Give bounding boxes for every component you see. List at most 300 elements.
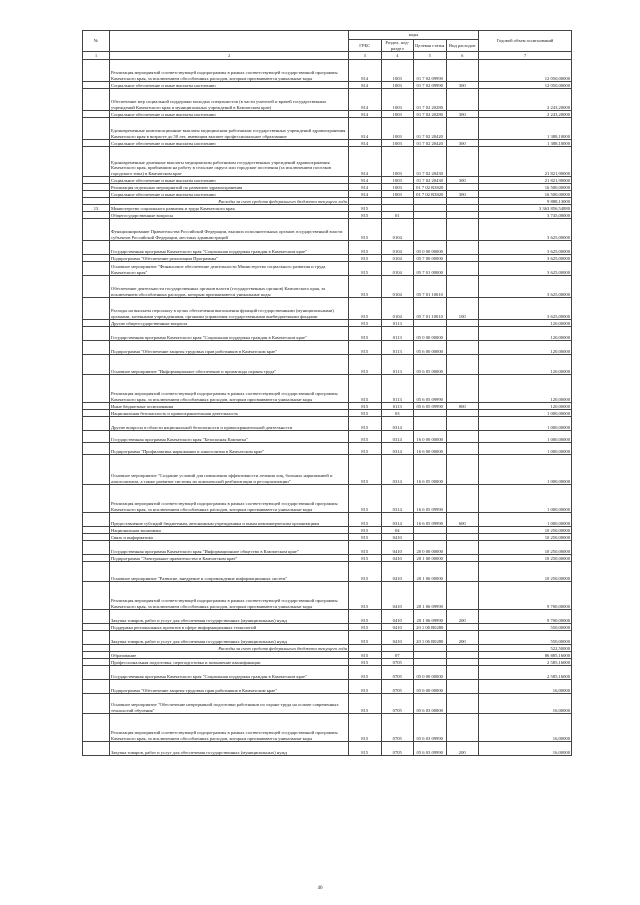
cell-grbs: 815: [349, 555, 382, 562]
cell-vr: [446, 118, 479, 140]
cell-vr: [446, 562, 479, 582]
cell-cs: 05 6 05 09990: [414, 375, 447, 403]
table-row: [83, 403, 572, 410]
table-row: [83, 276, 572, 298]
cell-cs: 20 1 06 R0280: [414, 631, 447, 645]
cell-no: [83, 241, 110, 255]
cell-vr: 200: [446, 610, 479, 624]
header-row-1: [83, 31, 572, 40]
cell-no: [83, 742, 110, 756]
cell-sum: 9 700,00000: [479, 582, 572, 610]
table-row: [83, 631, 572, 645]
table-row: [83, 410, 572, 417]
cell-rz: 0113: [381, 320, 414, 327]
cell-rz: 0705: [381, 680, 414, 694]
cell-no: [83, 410, 110, 417]
cell-grbs: 814: [349, 60, 382, 82]
cell-vr: [446, 694, 479, 714]
cell-rz: 0410: [381, 631, 414, 645]
cell-grbs: 815: [349, 262, 382, 276]
cell-cs: 16 6 05 00000: [414, 455, 447, 485]
cell-rz: 01: [381, 212, 414, 219]
cell-grbs: 815: [349, 485, 382, 513]
cell-cs: 01 7 02 20420: [414, 118, 447, 140]
cell-name: Предоставление субсидий бюджетным, автономным учреждениям и иным некоммерческим организациям: [110, 513, 349, 527]
cell-vr: [446, 355, 479, 375]
cell-name: Профессиональная подготовка, переподготовка и повышение квалификации: [110, 659, 349, 666]
cell-name: Поддержка региональных проектов в сфере информационных технологий: [110, 624, 349, 631]
cell-vr: [446, 417, 479, 431]
cell-no: [83, 341, 110, 355]
cell-rz: 0104: [381, 241, 414, 255]
cell-name: Реализация мероприятий соответствующей подпрограммы в рамках соответствующей государственной программы Камчатского края, за исключением обособленных расходов, которым присваиваются уникальные коды: [110, 485, 349, 513]
cell-no: [83, 355, 110, 375]
cell-no: [83, 60, 110, 82]
cell-grbs: 814: [349, 89, 382, 111]
cell-rz: 07: [381, 652, 414, 659]
table-row: [83, 431, 572, 443]
cell-rz: 0705: [381, 694, 414, 714]
cell-rz: 1003: [381, 111, 414, 118]
cell-name: Государственная программа Камчатского края "Безопасная Камчатка": [110, 431, 349, 443]
cell-vr: [446, 431, 479, 443]
cell-name: Реализация мероприятий соответствующей подпрограммы в рамках соответствующей государственной программы Камчатского края, за исключением обособленных расходов, которым присваиваются уникальные коды: [110, 60, 349, 82]
cell-rz: 0104: [381, 262, 414, 276]
cell-sum: 10 250,00000: [479, 541, 572, 555]
cell-no: [83, 147, 110, 177]
cell-no: [83, 417, 110, 431]
cell-sum: 10 250,00000: [479, 534, 572, 541]
cell-sum: 120,00000: [479, 355, 572, 375]
cell-rz: 0314: [381, 513, 414, 527]
cell-cs: 01 7 02 R3820: [414, 191, 447, 198]
cell-rz: 0314: [381, 485, 414, 513]
cell-vr: [446, 60, 479, 82]
cell-no: [83, 513, 110, 527]
table-row: [83, 534, 572, 541]
cell-cs: 20 1 00 00000: [414, 555, 447, 562]
cell-no: [83, 89, 110, 111]
cell-cs: 20 1 06 00000: [414, 562, 447, 582]
cell-no: [83, 527, 110, 534]
table-row: [83, 652, 572, 659]
cell-grbs: 815: [349, 541, 382, 555]
table-row: [83, 375, 572, 403]
cell-rz: 1003: [381, 118, 414, 140]
cell-name: Расходы на выплаты персоналу в целях обеспечения выполнения функций государственными (муниципальными) органами, казенными учреждениями, органами управления государственными внебюджетными фондами: [110, 298, 349, 320]
cell-rz: 0410: [381, 534, 414, 541]
header-name: [110, 31, 349, 52]
cell-vr: [446, 582, 479, 610]
cell-name: Реализация мероприятий соответствующей подпрограммы в рамках соответствующей государственной программы Камчатского края, за исключением обособленных расходов, которым присваиваются уникальные коды: [110, 714, 349, 742]
index-cell: 7: [479, 52, 572, 60]
cell-sum: 1 388,10000: [479, 140, 572, 147]
cell-cs: 16 0 00 00000: [414, 431, 447, 443]
cell-cs: [414, 659, 447, 666]
cell-no: [83, 262, 110, 276]
cell-vr: 300: [446, 111, 479, 118]
cell-cs: 05 6 05 00000: [414, 355, 447, 375]
cell-name: Реализация мероприятий соответствующей подпрограммы в рамках соответствующей государственной программы Камчатского края, за исключением обособленных расходов, которым присваиваются уникальные коды: [110, 375, 349, 403]
cell-name: Подпрограмма "Профилактика наркомании и алкоголизма в Камчатском крае": [110, 443, 349, 455]
cell-vr: [446, 652, 479, 659]
table-row: [83, 219, 572, 241]
cell-no: [83, 562, 110, 582]
cell-sum: 21 821,90000: [479, 147, 572, 177]
cell-grbs: 815: [349, 241, 382, 255]
cell-cs: 16 6 05 09990: [414, 485, 447, 513]
cell-rz: 0410: [381, 582, 414, 610]
cell-vr: [446, 198, 479, 205]
table-row: [83, 562, 572, 582]
cell-sum: 10 250,00000: [479, 555, 572, 562]
cell-name: Единовременные денежные выплаты медицинским работникам государственных учреждений здравоохранения Камчатского края, прибывшим на работу в сельские округа или городские поселения (за исключением поселков городского типа) в Камчатском крае: [110, 147, 349, 177]
cell-rz: [381, 198, 414, 205]
cell-sum: 16,00000: [479, 680, 572, 694]
cell-vr: [446, 241, 479, 255]
cell-sum: 550,00000: [479, 624, 572, 631]
cell-sum: 1 000,00000: [479, 485, 572, 513]
index-cell: 4: [381, 52, 414, 60]
cell-grbs: 815: [349, 298, 382, 320]
cell-grbs: 815: [349, 219, 382, 241]
cell-no: [83, 534, 110, 541]
cell-cs: 20 1 06 09990: [414, 582, 447, 610]
table-row: [83, 205, 572, 212]
cell-vr: 300: [446, 82, 479, 89]
cell-cs: 01 7 02 20280: [414, 111, 447, 118]
cell-grbs: 815: [349, 562, 382, 582]
cell-cs: 05 6 00 00000: [414, 680, 447, 694]
cell-cs: [414, 320, 447, 327]
cell-rz: 1003: [381, 60, 414, 82]
cell-sum: 120,00000: [479, 375, 572, 403]
cell-rz: 0113: [381, 403, 414, 410]
cell-no: [83, 320, 110, 327]
cell-no: [83, 219, 110, 241]
cell-rz: [381, 205, 414, 212]
cell-name: Закупка товаров, работ и услуг для обеспечения государственных (муниципальных) нужд: [110, 610, 349, 624]
cell-no: [83, 666, 110, 680]
cell-grbs: 814: [349, 184, 382, 191]
table-row: [83, 555, 572, 562]
cell-grbs: 815: [349, 355, 382, 375]
cell-cs: 05 6 05 09990: [414, 403, 447, 410]
cell-sum: 1 000,00000: [479, 443, 572, 455]
cell-rz: 0410: [381, 562, 414, 582]
cell-rz: 04: [381, 527, 414, 534]
cell-rz: 0314: [381, 431, 414, 443]
index-row: [83, 52, 572, 60]
cell-cs: 01 7 02 20280: [414, 89, 447, 111]
cell-cs: 05 7 01 10010: [414, 276, 447, 298]
cell-sum: 1 000,00000: [479, 417, 572, 431]
cell-sum: 120,00000: [479, 403, 572, 410]
cell-grbs: 814: [349, 82, 382, 89]
cell-rz: 0314: [381, 455, 414, 485]
cell-vr: [446, 147, 479, 177]
cell-rz: 0104: [381, 298, 414, 320]
cell-grbs: 815: [349, 624, 382, 631]
cell-grbs: 814: [349, 111, 382, 118]
cell-vr: [446, 262, 479, 276]
cell-grbs: 815: [349, 534, 382, 541]
cell-cs: [414, 410, 447, 417]
table-row: [83, 666, 572, 680]
cell-sum: 3 625,00000: [479, 219, 572, 241]
cell-sum: 9 700,00000: [479, 610, 572, 624]
cell-vr: [446, 541, 479, 555]
cell-no: [83, 631, 110, 645]
cell-rz: 0104: [381, 255, 414, 262]
cell-rz: 1003: [381, 89, 414, 111]
table-row: [83, 118, 572, 140]
cell-no: [83, 118, 110, 140]
cell-rz: 0113: [381, 355, 414, 375]
cell-no: [83, 714, 110, 742]
table-row: [83, 241, 572, 255]
cell-grbs: 815: [349, 652, 382, 659]
cell-no: [83, 431, 110, 443]
cell-rz: 0113: [381, 375, 414, 403]
cell-cs: 20 1 06 R0280: [414, 624, 447, 631]
cell-grbs: 815: [349, 205, 382, 212]
cell-vr: [446, 534, 479, 541]
cell-cs: 01 7 02 09990: [414, 60, 447, 82]
cell-vr: [446, 212, 479, 219]
cell-grbs: 815: [349, 320, 382, 327]
cell-name: Социальное обеспечение и иные выплаты населению: [110, 177, 349, 184]
cell-cs: 05 0 00 00000: [414, 327, 447, 341]
cell-cs: [414, 417, 447, 431]
cell-grbs: 815: [349, 666, 382, 680]
header-vr: Вид расходов: [446, 40, 479, 52]
cell-name: Единовременные компенсационные выплаты медицинским работникам государственных учреждений здравоохранения Камчатского края в возрасте до 50 лет, имеющим высшее профессиональное образование: [110, 118, 349, 140]
cell-name: Государственная программа Камчатского края "Социальная поддержка граждан в Камчатском крае": [110, 327, 349, 341]
cell-no: [83, 610, 110, 624]
cell-sum: 2 585,16000: [479, 666, 572, 680]
cell-name: Основное мероприятие "Развитие, внедрение и сопровождение информационных систем": [110, 562, 349, 582]
cell-grbs: 815: [349, 714, 382, 742]
table-row: [83, 89, 572, 111]
cell-cs: 05 7 01 00000: [414, 262, 447, 276]
table-row: [83, 140, 572, 147]
cell-grbs: 815: [349, 431, 382, 443]
table-row: [83, 659, 572, 666]
cell-sum: 3 625,00000: [479, 298, 572, 320]
cell-name: Закупка товаров, работ и услуг для обеспечения государственных (муниципальных) нужд: [110, 631, 349, 645]
table-body: [83, 60, 572, 756]
cell-vr: 300: [446, 140, 479, 147]
header-cs: Целевая статья: [414, 40, 447, 52]
cell-vr: [446, 645, 479, 652]
cell-name: Государственная программа Камчатского края "Информационное общество в Камчатском крае": [110, 541, 349, 555]
cell-sum: 10 250,00000: [479, 562, 572, 582]
cell-no: [83, 541, 110, 555]
cell-grbs: 815: [349, 341, 382, 355]
cell-sum: 522,50000: [479, 645, 572, 652]
table-row: [83, 355, 572, 375]
header-sum: Годовой объем ассигнований: [479, 31, 572, 52]
cell-name: Министерство социального развития и труда Камчатского края: [110, 205, 349, 212]
cell-rz: 0410: [381, 541, 414, 555]
index-cell: 6: [446, 52, 479, 60]
cell-name: Образование: [110, 652, 349, 659]
cell-cs: [414, 652, 447, 659]
cell-no: [83, 327, 110, 341]
table-row: [83, 541, 572, 555]
cell-grbs: 815: [349, 410, 382, 417]
index-cell: 2: [110, 52, 349, 60]
cell-sum: 120,00000: [479, 320, 572, 327]
cell-cs: 01 7 02 R3820: [414, 184, 447, 191]
cell-sum: 16,00000: [479, 742, 572, 756]
cell-grbs: 815: [349, 212, 382, 219]
table-row: [83, 455, 572, 485]
cell-no: [83, 198, 110, 205]
cell-name: Государственная программа Камчатского края "Социальная поддержка граждан в Камчатском крае": [110, 241, 349, 255]
cell-sum: 10 250,00000: [479, 527, 572, 534]
cell-cs: 01 7 02 20430: [414, 177, 447, 184]
cell-cs: 01 7 02 09990: [414, 82, 447, 89]
cell-cs: 20 0 00 00000: [414, 541, 447, 555]
cell-sum: 2 243,20000: [479, 111, 572, 118]
cell-cs: 20 1 06 09990: [414, 610, 447, 624]
cell-no: [83, 111, 110, 118]
cell-vr: [446, 455, 479, 485]
cell-vr: [446, 375, 479, 403]
cell-vr: [446, 410, 479, 417]
cell-name: Обеспечение деятельности государственных органов власти (государственных органов) Камчатского края, за исключением обособленных расходов, которым присваиваются уникальные коды: [110, 276, 349, 298]
cell-cs: 16 6 05 09990: [414, 513, 447, 527]
cell-cs: 05 6 03 00000: [414, 694, 447, 714]
table-row: [83, 60, 572, 82]
cell-no: [83, 624, 110, 631]
table-row: [83, 513, 572, 527]
cell-vr: 300: [446, 191, 479, 198]
cell-rz: 0410: [381, 610, 414, 624]
cell-vr: [446, 205, 479, 212]
cell-rz: 0104: [381, 276, 414, 298]
cell-no: [83, 582, 110, 610]
cell-rz: 1003: [381, 191, 414, 198]
cell-grbs: [349, 198, 382, 205]
cell-grbs: 814: [349, 140, 382, 147]
cell-vr: [446, 276, 479, 298]
cell-name: Другие вопросы в области национальной безопасности и правоохранительной деятельности: [110, 417, 349, 431]
table-row: [83, 177, 572, 184]
cell-name: Функционирование Правительства Российской Федерации, высших исполнительных органов государственной власти субъектов Российской Федерации, местных администраций: [110, 219, 349, 241]
cell-rz: 1003: [381, 82, 414, 89]
cell-vr: [446, 485, 479, 513]
header-no: №: [83, 31, 110, 52]
table-row: [83, 443, 572, 455]
cell-no: [83, 212, 110, 219]
cell-name: Общегосударственные вопросы: [110, 212, 349, 219]
cell-no: [83, 82, 110, 89]
cell-grbs: 815: [349, 631, 382, 645]
cell-cs: 05 0 00 00000: [414, 666, 447, 680]
cell-vr: [446, 555, 479, 562]
cell-no: [83, 276, 110, 298]
cell-no: [83, 680, 110, 694]
cell-vr: 800: [446, 403, 479, 410]
budget-table: [82, 30, 572, 756]
cell-vr: [446, 327, 479, 341]
table-row: [83, 645, 572, 652]
table-row: [83, 582, 572, 610]
table-row: [83, 147, 572, 177]
cell-no: [83, 191, 110, 198]
cell-rz: 0410: [381, 624, 414, 631]
cell-sum: 12 050,00000: [479, 60, 572, 82]
cell-grbs: 815: [349, 455, 382, 485]
cell-cs: [414, 212, 447, 219]
cell-sum: 3 363 856,54880: [479, 205, 572, 212]
cell-rz: 0705: [381, 659, 414, 666]
cell-name: Национальная экономика: [110, 527, 349, 534]
cell-cs: 05 6 03 09990: [414, 742, 447, 756]
cell-name: Подпрограмма "Обеспечение защиты трудовых прав работников в Камчатском крае": [110, 680, 349, 694]
cell-grbs: 815: [349, 276, 382, 298]
cell-sum: 1 000,00000: [479, 410, 572, 417]
cell-rz: 0113: [381, 341, 414, 355]
cell-rz: 03: [381, 410, 414, 417]
cell-rz: 1003: [381, 140, 414, 147]
cell-grbs: 814: [349, 147, 382, 177]
cell-name: Реализация мероприятий соответствующей подпрограммы в рамках соответствующей государственной программы Камчатского края, за исключением обособленных расходов, которым присваиваются уникальные коды: [110, 582, 349, 610]
cell-name: Другие общегосударственные вопросы: [110, 320, 349, 327]
cell-rz: 0705: [381, 666, 414, 680]
cell-no: [83, 184, 110, 191]
cell-sum: 16,00000: [479, 714, 572, 742]
cell-name: Реализация отдельных мероприятий по развитию здравоохранения: [110, 184, 349, 191]
cell-no: [83, 455, 110, 485]
table-row: [83, 742, 572, 756]
cell-vr: [446, 320, 479, 327]
cell-cs: 01 7 02 20420: [414, 140, 447, 147]
cell-sum: 16 500,00000: [479, 191, 572, 198]
table-row: [83, 212, 572, 219]
cell-no: [83, 375, 110, 403]
cell-no: [83, 694, 110, 714]
cell-vr: 200: [446, 742, 479, 756]
cell-cs: [414, 534, 447, 541]
index-cell: 3: [349, 52, 382, 60]
cell-no: [83, 177, 110, 184]
cell-cs: [414, 527, 447, 534]
cell-cs: [414, 205, 447, 212]
cell-vr: 300: [446, 177, 479, 184]
cell-grbs: 815: [349, 527, 382, 534]
cell-rz: 1003: [381, 177, 414, 184]
table-row: [83, 255, 572, 262]
cell-sum: 550,00000: [479, 631, 572, 645]
cell-cs: 05 0 00 00000: [414, 241, 447, 255]
cell-no: [83, 298, 110, 320]
header-codes: коды: [349, 31, 479, 40]
table-row: [83, 320, 572, 327]
cell-sum: 3 625,00000: [479, 276, 572, 298]
table-row: [83, 610, 572, 624]
table-row: [83, 624, 572, 631]
header-rz: Раздел, под-раздел: [381, 40, 414, 52]
table-row: [83, 82, 572, 89]
cell-sum: 1 000,00000: [479, 431, 572, 443]
cell-name: Закупка товаров, работ и услуг для обеспечения государственных (муниципальных) нужд: [110, 742, 349, 756]
cell-cs: [414, 219, 447, 241]
cell-sum: 9 888,13000: [479, 198, 572, 205]
